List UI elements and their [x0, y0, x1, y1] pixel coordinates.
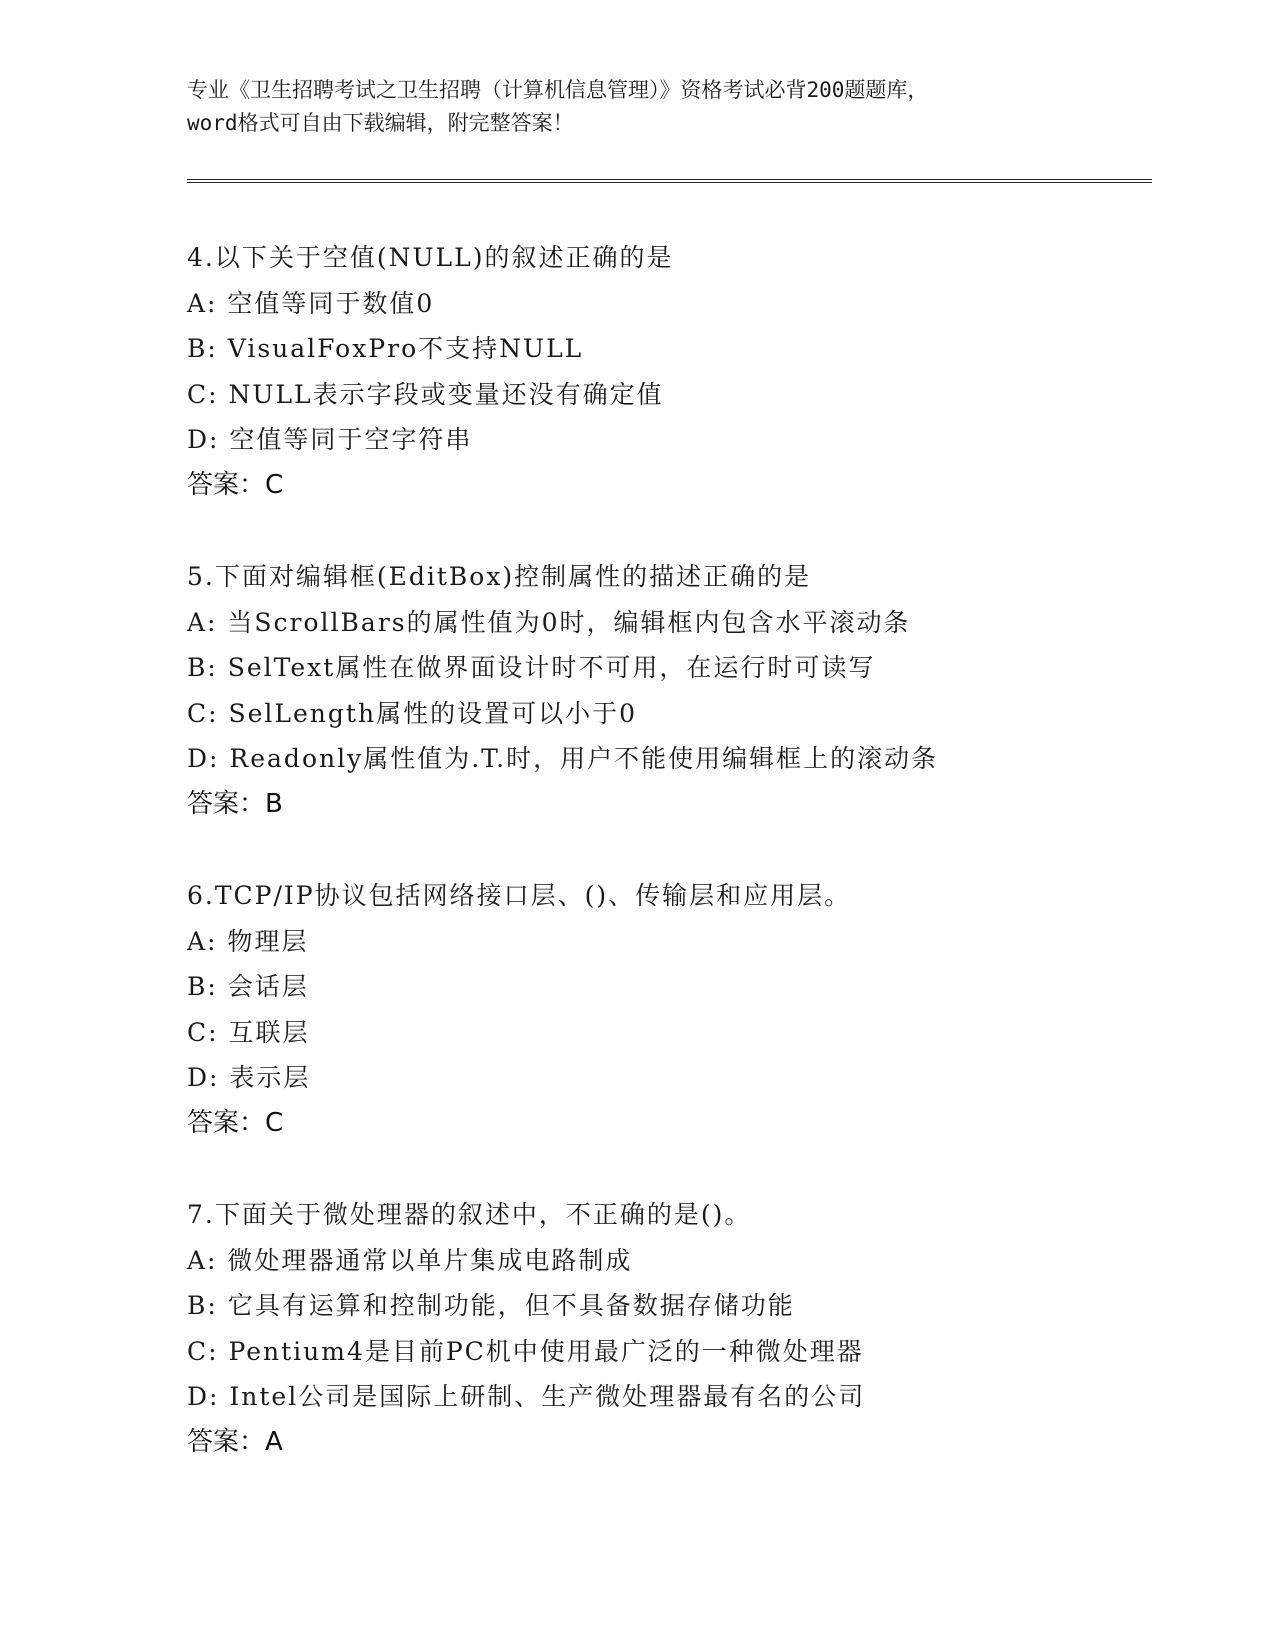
answer-line: 答案：B: [187, 788, 283, 819]
option-c: C: SelLength属性的设置可以小于0: [187, 698, 637, 728]
question-6: [187, 873, 1147, 1192]
header-line-1: 专业《卫生招聘考试之卫生招聘（计算机信息管理）》资格考试必背200题题库，: [187, 78, 929, 102]
option-a: A: 空值等同于数值0: [187, 288, 435, 318]
option-a: A: 当ScrollBars的属性值为0时，编辑框内包含水平滚动条: [187, 607, 911, 637]
header-line-2: word格式可自由下载编辑，附完整答案！: [187, 111, 574, 135]
question-stem: 5.下面对编辑框(EditBox)控制属性的描述正确的是: [187, 562, 812, 591]
option-c: C: NULL表示字段或变量还没有确定值: [187, 379, 664, 409]
question-4: [187, 235, 1147, 554]
answer-line: 答案：C: [187, 1107, 284, 1138]
question-5: [187, 554, 1147, 873]
option-a: A: 微处理器通常以单片集成电路制成: [187, 1245, 633, 1275]
header-divider: [187, 179, 1152, 183]
option-b: B: 会话层: [187, 972, 309, 1001]
option-c: C: 互联层: [187, 1017, 310, 1047]
option-d: D: 空值等同于空字符串: [187, 425, 473, 454]
option-c: C: Pentium4是目前PC机中使用最广泛的一种微处理器: [187, 1336, 864, 1366]
question-stem: 7.下面关于微处理器的叙述中，不正确的是()。: [187, 1200, 752, 1229]
question-list: [187, 235, 1147, 1511]
answer-line: 答案：A: [187, 1426, 283, 1457]
document-header: [187, 74, 1087, 140]
option-b: B: SelText属性在做界面设计时不可用，在运行时可读写: [187, 653, 876, 682]
question-stem: 6.TCP/IP协议包括网络接口层、()、传输层和应用层。: [187, 881, 852, 910]
answer-line: 答案：C: [187, 469, 284, 500]
question-stem: 4.以下关于空值(NULL)的叙述正确的是: [187, 243, 674, 272]
option-d: D: Readonly属性值为.T.时，用户不能使用编辑框上的滚动条: [187, 744, 939, 773]
option-d: D: Intel公司是国际上研制、生产微处理器最有名的公司: [187, 1382, 866, 1411]
option-a: A: 物理层: [187, 926, 309, 956]
option-b: B: VisualFoxPro不支持NULL: [187, 334, 584, 363]
option-b: B: 它具有运算和控制功能，但不具备数据存储功能: [187, 1291, 795, 1320]
question-7: [187, 1192, 1147, 1511]
option-d: D: 表示层: [187, 1063, 311, 1092]
